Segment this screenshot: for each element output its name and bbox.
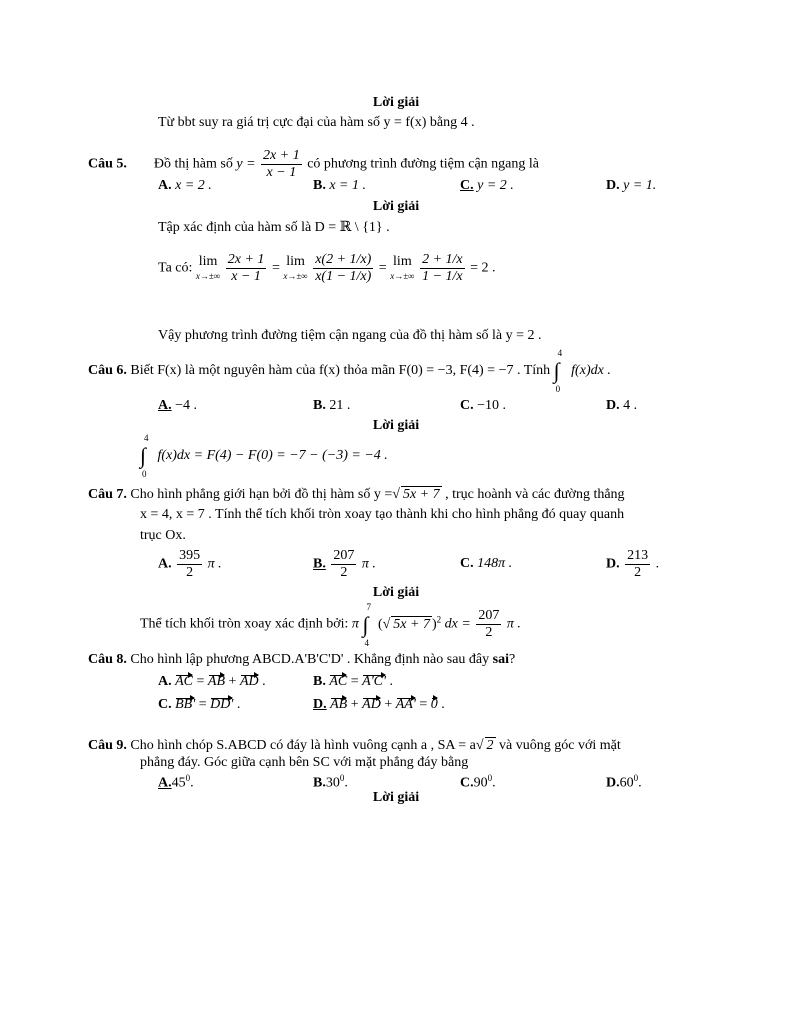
q6-sol-integral: 4 ∫ 0 [140,433,149,479]
q5-lim-1: lim x→±∞ [195,253,221,281]
q9-label: Câu 9. [88,738,127,753]
q5-func-num: 2x + 1 [263,148,300,163]
q7-solution: Thể tích khối tròn xoay xác định bởi: π 7 ∫ 4 (√ 5x + 7 )$^2$ dx = $\frac{207}{2}$ π . [140,601,521,648]
q7-sol-integral: 7 ∫ 4 [362,601,371,648]
q6-integral: 4 ∫ 0 [553,348,563,394]
q6-option-c[interactable]: C. −10 . [460,398,507,413]
q9-option-a[interactable]: $A.45^0$. [158,773,194,791]
q6-option-d[interactable]: D. 4 . [606,398,638,413]
q5-taco: Ta có: [158,260,193,276]
q9-option-d[interactable]: $D.60^0$. [606,773,642,791]
q9-option-c[interactable]: $C.90^0$. [460,773,496,791]
q5-func-fraction [261,148,302,181]
q4-solution-heading: Lời giải [372,95,420,110]
q5-question [88,148,539,181]
q5-lim-frac3: $\frac{2 + 1/x}{1 - 1/x}$ [422,252,463,284]
q6-question-text: Biết F(x) là một nguyên hàm của f(x) thỏa mãn F(0) = −3, F(4) = −7 . Tính [130,363,551,379]
q6-label: Câu 6. [88,363,127,379]
q5-question-pre: Đồ thị hàm số [153,156,233,172]
q8-question: Câu 8. Cho hình lập phương ABCD.A'B'C'D' . Khẳng định nào sau đây sai? [88,652,516,667]
q5-func-lhs: y = [236,156,256,172]
q5-option-b[interactable]: B. x = 1 . [313,178,367,193]
q6-question [88,348,611,394]
q5-label: Câu 5. [88,156,127,172]
q7-option-d[interactable]: D. $\frac{213}{2}$ . [606,548,660,580]
q6-sol-text: f(x)dx = F(4) − F(0) = −7 − (−3) = −4 . [157,448,388,464]
q4-solution-text: Từ bbt suy ra giá trị cực đại của hàm số y = f(x) bằng 4 . [158,115,475,130]
q7-option-c[interactable]: C. 148π . [460,556,513,571]
q9-solution-heading: Lời giải [372,790,420,805]
q5-sol-limit: Ta có: lim x→±∞ $\frac{2x + 1}{x - 1}$ = lim x→±∞ $\frac{x(2 + 1/x)}{x(1 - 1/x)}$ = lim x→±∞ $\frac{2 + 1/x}{1 - 1/x}$ = 2 . [158,252,496,284]
q6-option-b[interactable]: B. 21 . [313,398,351,413]
q5-option-d[interactable]: D. y = 1. [606,178,657,193]
q5-question-post: có phương trình đường tiệm cận ngang là [307,156,539,172]
q6-solution-heading: Lời giải [372,418,420,433]
q5-lim-2: lim x→±∞ [283,253,308,281]
q9-option-b[interactable]: $B.30^0$. [313,773,348,791]
q6-integrand: f(x)dx . [571,363,611,379]
q5-sol-line1: Tập xác định của hàm số là D = ℝ \ {1} . [158,220,390,235]
q7-label: Câu 7. [88,487,127,502]
q8-option-d[interactable]: D. AB + AD + AA' = 0 . [313,697,445,712]
q5-option-c[interactable]: C. y = 2 . [460,178,514,193]
q8-option-c[interactable]: C. BB' = DD' . [158,697,241,712]
q7-line2: x = 4, x = 7 . Tính thể tích khối tròn xoay tạo thành khi cho hình phẳng đó quay quanh [140,507,625,522]
q9-line1: Câu 9. Cho hình chóp S.ABCD có đáy là hình vuông cạnh a , SA = a√ 2 và vuông góc với mặt [88,738,621,753]
q8-option-a[interactable]: A. AC = AB + AD . [158,674,266,689]
q8-option-b[interactable]: B. AC = A'C' . [313,674,394,689]
q5-lim-frac2: $\frac{x(2 + 1/x)}{x(1 - 1/x)}$ [315,252,372,284]
q7-option-b[interactable]: B. $\frac{207}{2}$ π . [313,548,376,580]
q5-option-a[interactable]: A. x = 2 . [158,178,212,193]
q9-line2: phẳng đáy. Góc giữa cạnh bên SC với mặt phẳng đáy bằng [140,755,469,770]
q7-line3: trục Ox. [140,528,186,543]
q5-solution-heading: Lời giải [372,199,420,214]
q7-option-a[interactable]: A. $\frac{395}{2}$ π . [158,548,222,580]
q6-option-a[interactable]: A. −4 . [158,398,198,413]
q5-result: = 2 . [470,260,496,276]
q7-line1: Câu 7. Cho hình phẳng giới hạn bởi đồ thị hàm số y =√ 5x + 7 , trục hoành và các đường thẳng [88,487,625,502]
q5-lim-frac1: $\frac{2x + 1}{x - 1}$ [227,252,265,284]
q7-solution-heading: Lời giải [372,585,420,600]
q5-func-den: x − 1 [266,165,297,180]
q5-lim-3: lim x→±∞ [390,253,415,281]
q5-sol-line3: Vậy phương trình đường tiệm cận ngang của đồ thị hàm số là y = 2 . [158,328,542,343]
q6-solution [140,433,388,479]
q8-label: Câu 8. [88,652,127,667]
